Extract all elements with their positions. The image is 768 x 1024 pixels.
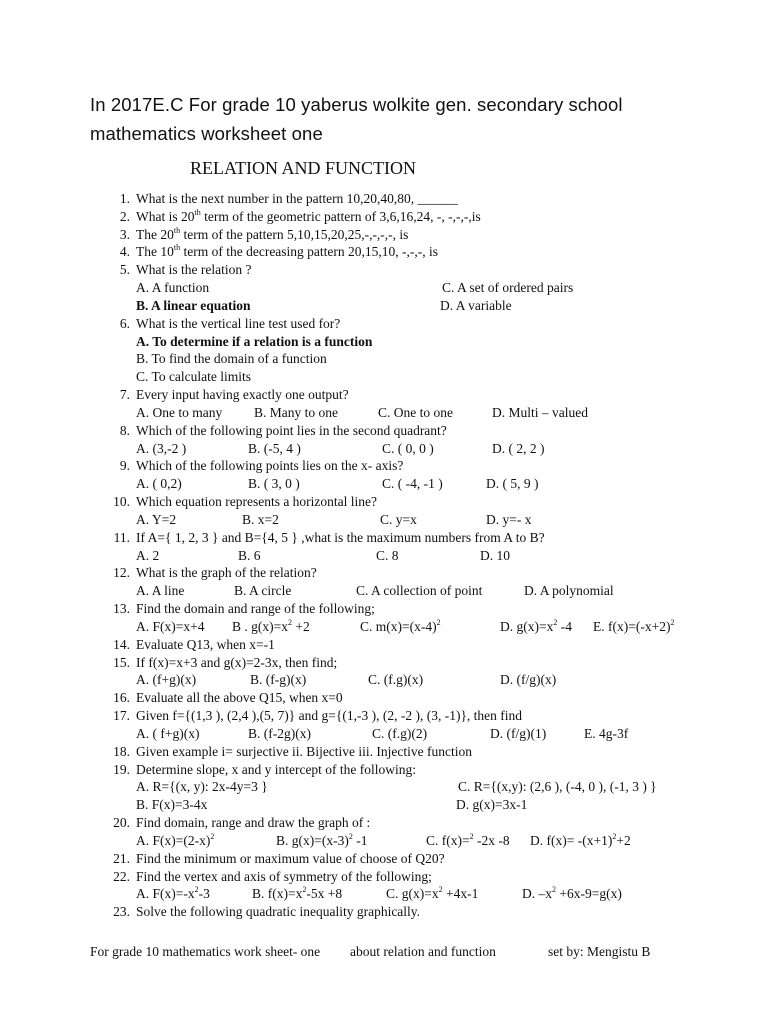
question-number: 12.	[113, 565, 130, 581]
question-text: Solve the following quadratic inequality graphically.	[136, 904, 421, 920]
answer-option: A. (f+g)(x)	[136, 672, 197, 688]
answer-option: C. $g(x)=x^2 +4x-1$	[386, 885, 479, 902]
answer-option: C. (f.g)(2)	[372, 725, 428, 741]
worksheet-header-line-2: mathematics worksheet one	[90, 123, 323, 144]
answer-option: D. 10	[480, 547, 510, 563]
question-number: 14.	[113, 636, 130, 652]
question-number: 1.	[119, 191, 130, 206]
worksheet-header-line-1: In 2017E.C For grade 10 yaberus wolkite gen. secondary school	[90, 94, 623, 115]
question-number: 7.	[119, 387, 130, 403]
answer-option: A. ( f+g)(x)	[136, 725, 200, 741]
question-text: Find domain, range and draw the graph of :	[136, 815, 371, 831]
answer-option: D. $-x^2 +6x-9=g(x)$	[522, 885, 622, 902]
question-number: 15.	[113, 654, 130, 670]
question-text: Which of the following points lies on the x- axis?	[136, 458, 404, 474]
answer-option: C. (f.g)(x)	[368, 672, 424, 688]
answer-option: D. ( 2, 2 )	[492, 440, 545, 456]
answer-option: D. (f/g)(1)	[490, 725, 547, 741]
answer-option: B. F(x)=3-4x	[136, 797, 208, 813]
answer-option: B. (-5, 4 )	[248, 440, 301, 456]
answer-option: A. 2	[136, 547, 160, 563]
question-number: 17.	[113, 708, 130, 724]
worksheet-title: RELATION AND FUNCTION	[190, 158, 416, 178]
question-text: Evaluate Q13, when x=-1	[136, 636, 275, 652]
answer-option: D. Multi – valued	[492, 404, 588, 420]
answer-option: C. $m(x)=(x-4)^2$	[360, 617, 441, 634]
answer-option: A. Y=2	[136, 511, 177, 527]
answer-option: C. A set of ordered pairs	[442, 280, 574, 296]
answer-option: B. 6	[238, 547, 261, 563]
answer-option: B. ( 3, 0 )	[248, 476, 300, 492]
question-number: 21.	[113, 850, 130, 866]
answer-option: B. A circle	[234, 583, 292, 599]
footer-right: set by: Mengistu B	[548, 944, 651, 959]
answer-option: E. 4g-3f	[584, 725, 629, 741]
answer-option: D. $f(x)= -(x+1)^2+2$	[530, 831, 631, 848]
question-number: 18.	[113, 743, 130, 759]
question-text: Find the minimum or maximum value of choose of Q20?	[136, 850, 445, 866]
question-number: 4.	[119, 244, 130, 260]
answer-option: A. F(x)=x+4	[136, 618, 205, 634]
answer-option: E. $f(x)=(-x+2)^2$	[593, 617, 675, 634]
footer-left: For grade 10 mathematics work sheet- one	[90, 944, 321, 959]
answer-option: B. Many to one	[254, 404, 338, 420]
question-text: What is the vertical line test used for?	[136, 315, 341, 331]
question-text: Find the vertex and axis of symmetry of the following;	[136, 868, 432, 884]
question-text: Find the domain and range of the following;	[136, 601, 375, 617]
question-text: Every input having exactly one output?	[136, 387, 349, 403]
answer-option: C. To calculate limits	[136, 369, 252, 385]
question-number: 8.	[119, 422, 130, 438]
question-text: The 10th term of the decreasing pattern 20,15,10, -,-,-, is	[136, 243, 439, 260]
answer-option: C. f(x)=$^2$ -2x -8	[426, 831, 510, 848]
answer-option: C. 8	[376, 547, 399, 563]
answer-option: D. y=- x	[486, 511, 532, 527]
question-number: 9.	[119, 458, 130, 474]
answer-option: B. (f-g)(x)	[250, 672, 307, 688]
answer-option: B . $g(x)=x^2 +2$	[232, 617, 310, 634]
answer-option: C. R={(x,y): (2,6 ), (-4, 0 ), (-1, 3 ) }	[458, 779, 657, 795]
question-text: Which equation represents a horizontal line?	[136, 494, 378, 510]
question-text: Determine slope, x and y intercept of the following:	[136, 761, 417, 777]
question-text: If A={ 1, 2, 3 } and B={4, 5 } ,what is the maximum numbers from A to B?	[136, 529, 545, 545]
question-text: What is the next number in the pattern 10,20,40,80, ______	[136, 191, 459, 206]
answer-option: D. A polynomial	[524, 583, 614, 599]
answer-option: B. x=2	[242, 511, 279, 527]
answer-option: B. A linear equation	[136, 297, 251, 313]
answer-option: D. $g(x)=x^2$ -4	[500, 617, 572, 634]
answer-option: A. To determine if a relation is a function	[136, 333, 373, 349]
question-number: 20.	[113, 815, 130, 831]
question-text: The 20th term of the pattern 5,10,15,20,25,-,-,-,-, is	[136, 225, 409, 242]
answer-option: B. (f-2g)(x)	[248, 725, 311, 741]
answer-option: B. $g(x)=(x-3)^2$ -1	[276, 831, 368, 848]
answer-option: C. ( -4, -1 )	[382, 476, 443, 492]
answer-option: C. y=x	[380, 511, 417, 527]
answer-option: A. One to many	[136, 404, 223, 420]
question-number: 13.	[113, 601, 130, 617]
answer-option: A. $F(x)=-x^2-3$	[136, 885, 210, 902]
question-text: Which of the following point lies in the second quadrant?	[136, 422, 447, 438]
question-number: 16.	[113, 690, 130, 706]
answer-option: C. A collection of point	[356, 583, 483, 599]
question-text: What is the relation ?	[136, 262, 252, 278]
answer-option: C. One to one	[378, 404, 453, 420]
question-text: What is the graph of the relation?	[136, 565, 317, 581]
question-number: 10.	[113, 494, 130, 510]
answer-option: A. R={(x, y): 2x-4y=3 }	[136, 779, 268, 795]
answer-option: A. A function	[136, 280, 210, 296]
answer-option: B. $f(x)=x^2-5x +8$	[252, 885, 343, 902]
question-number: 2.	[119, 208, 130, 224]
answer-option: C. ( 0, 0 )	[382, 440, 434, 456]
question-number: 23.	[113, 904, 130, 920]
answer-option: D. ( 5, 9 )	[486, 476, 539, 492]
answer-option: D. g(x)=3x-1	[456, 797, 528, 813]
footer-middle: about relation and function	[350, 944, 496, 959]
answer-option: B. To find the domain of a function	[136, 351, 327, 367]
answer-option: A. ( 0,2)	[136, 476, 182, 492]
question-number: 11.	[113, 529, 130, 545]
question-text: Given example i= surjective ii. Bijective iii. Injective function	[136, 743, 473, 759]
question-text: Given f={(1,3 ), (2,4 ),(5, 7)} and g={(1,-3 ), (2, -2 ), (3, -1)}, then find	[136, 708, 523, 724]
question-number: 3.	[119, 226, 130, 242]
answer-option: D. A variable	[440, 297, 512, 313]
question-number: 6.	[119, 315, 130, 331]
answer-option: D. (f/g)(x)	[500, 672, 557, 688]
question-text: If f(x)=x+3 and g(x)=2-3x, then find;	[136, 654, 338, 670]
question-text: Evaluate all the above Q15, when x=0	[136, 690, 343, 706]
question-text: What is 20th term of the geometric pattern of 3,6,16,24, -, -,-,-,is	[136, 207, 481, 224]
question-number: 22.	[113, 868, 130, 884]
answer-option: A. $F(x)=(2-x)^2$	[136, 831, 215, 848]
answer-option: A. (3,-2 )	[136, 440, 187, 456]
question-number: 19.	[113, 761, 130, 777]
question-number: 5.	[119, 262, 130, 278]
answer-option: A. A line	[136, 583, 185, 599]
